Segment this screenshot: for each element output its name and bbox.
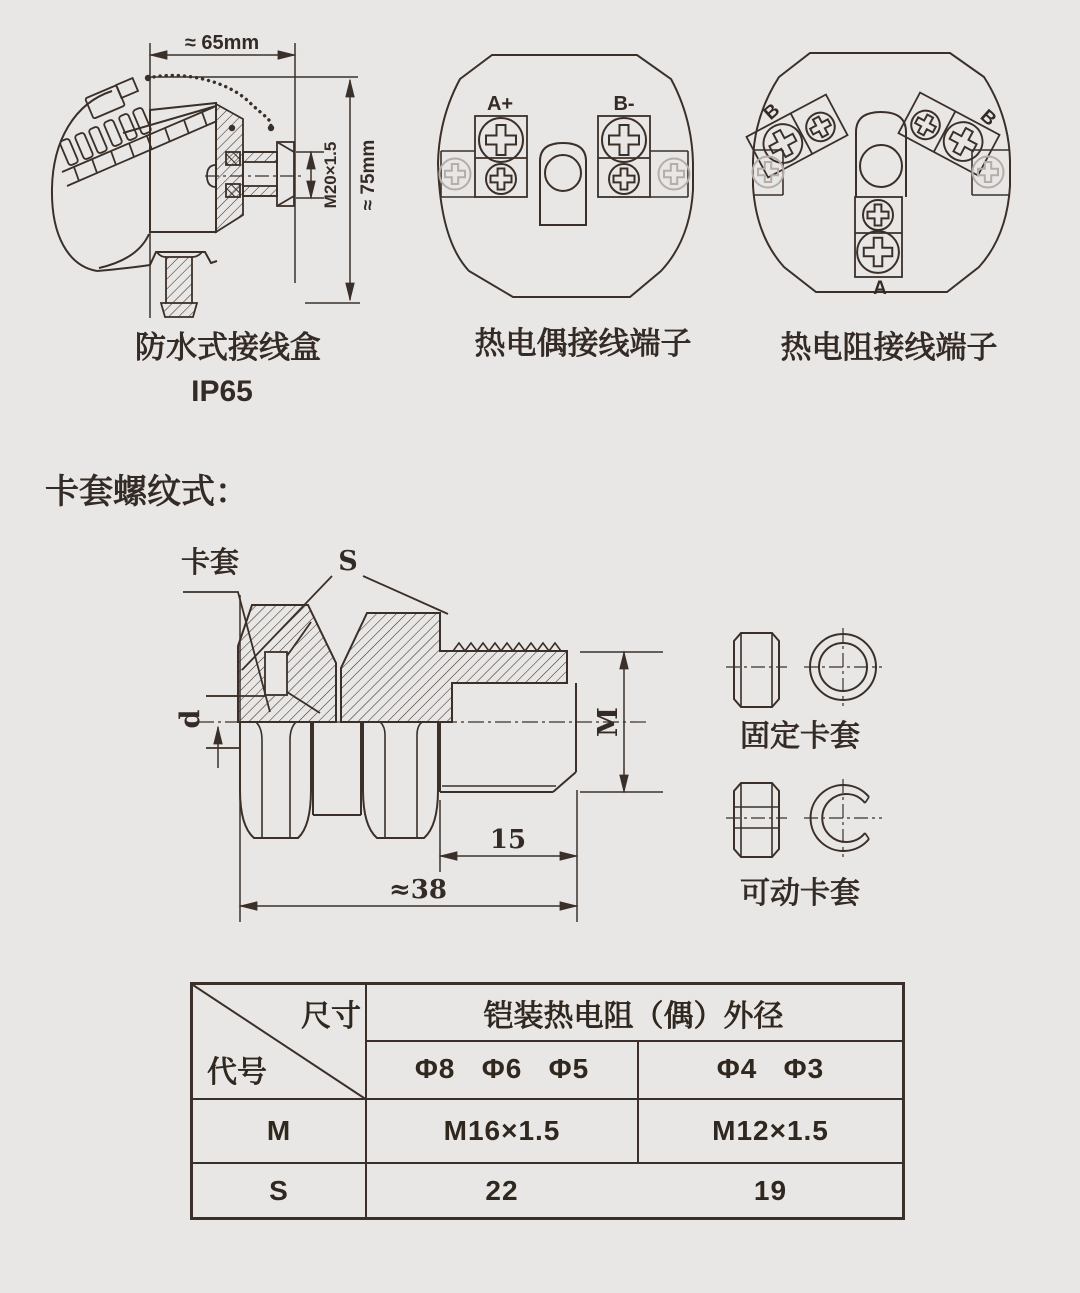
rtd-side-screw-right — [973, 157, 1004, 188]
dim-15-label: 15 — [489, 825, 527, 855]
junction-box-figure — [52, 32, 379, 408]
rtd-terminal-b-left-label: B — [759, 99, 785, 125]
ip-rating-label: IP65 — [191, 375, 253, 408]
tc-housing-outline — [438, 55, 693, 297]
ferrule-fitting-figure — [175, 546, 663, 922]
tc-caption: 热电偶接线端子 — [474, 326, 692, 361]
table-row-m-code: M — [266, 1115, 292, 1146]
rtd-terminal-a-label: A — [873, 278, 887, 299]
d-dimension-label: d — [175, 709, 206, 729]
table-row-s-value-2: 19 — [753, 1174, 788, 1206]
tc-terminal-block-right — [598, 116, 650, 197]
rtd-terminal-block-a — [855, 197, 902, 277]
tc-terminal-block-left — [475, 116, 527, 197]
rtd-terminal-b-right-label: B — [975, 105, 1001, 131]
table-diameter-group-2: Φ4 Φ3 — [716, 1053, 825, 1084]
junction-box-cap — [59, 78, 217, 186]
mounting-tube — [157, 252, 202, 317]
movable-ferrule-caption: 可动卡套 — [740, 877, 860, 910]
dim-width-label: ≈ 65mm — [184, 32, 260, 54]
dim-38-label: ≈38 — [389, 875, 447, 905]
table-corner-size-label: 尺寸 — [301, 1000, 361, 1033]
fixed-ferrule-caption: 固定卡套 — [740, 720, 860, 753]
rtd-keyhole — [856, 112, 906, 197]
tc-keyhole — [540, 143, 586, 225]
movable-ferrule-figure — [726, 779, 882, 910]
dim-height-label: ≈ 75mm — [358, 139, 379, 211]
tc-side-screw-left — [440, 159, 471, 190]
thermocouple-terminals-figure — [438, 55, 693, 361]
s-dimension-label: S — [338, 546, 358, 577]
size-table — [190, 982, 905, 1220]
d-dimension — [206, 696, 240, 768]
ferrule-label: 卡套 — [180, 547, 240, 579]
rtd-caption: 热电阻接线端子 — [780, 330, 998, 365]
m-dimension-label: M — [593, 707, 624, 737]
fixed-ferrule-figure — [726, 628, 882, 753]
table-row-m-value-2: M12×1.5 — [712, 1115, 829, 1146]
section-title: 卡套螺纹式： — [45, 473, 249, 511]
table-row-s-value-1: 22 — [485, 1174, 519, 1206]
dim-15 — [440, 790, 577, 922]
table-corner-code-label: 代号 — [207, 1056, 267, 1089]
cable-gland — [205, 104, 302, 232]
rtd-side-screw-left — [753, 157, 784, 188]
tc-side-screw-right — [659, 159, 690, 190]
table-row-s-code: S — [269, 1174, 289, 1206]
tc-terminal-a-label: A+ — [486, 93, 514, 115]
fitting-body-section — [341, 613, 567, 722]
dimension-m20 — [296, 152, 324, 198]
rtd-terminals-figure — [746, 53, 1010, 365]
table-header-sheath-od: 铠装热电阻（偶）外径 — [483, 999, 784, 1033]
junction-box-caption: 防水式接线盒 — [135, 330, 321, 365]
tc-terminal-b-label: B- — [613, 93, 635, 115]
table-diameter-group-1: Φ8 Φ6 Φ5 — [414, 1053, 590, 1084]
table-row-m-value-1: M16×1.5 — [443, 1115, 561, 1146]
dim-thread-label: M20×1.5 — [321, 141, 340, 209]
thread-teeth — [453, 643, 561, 651]
